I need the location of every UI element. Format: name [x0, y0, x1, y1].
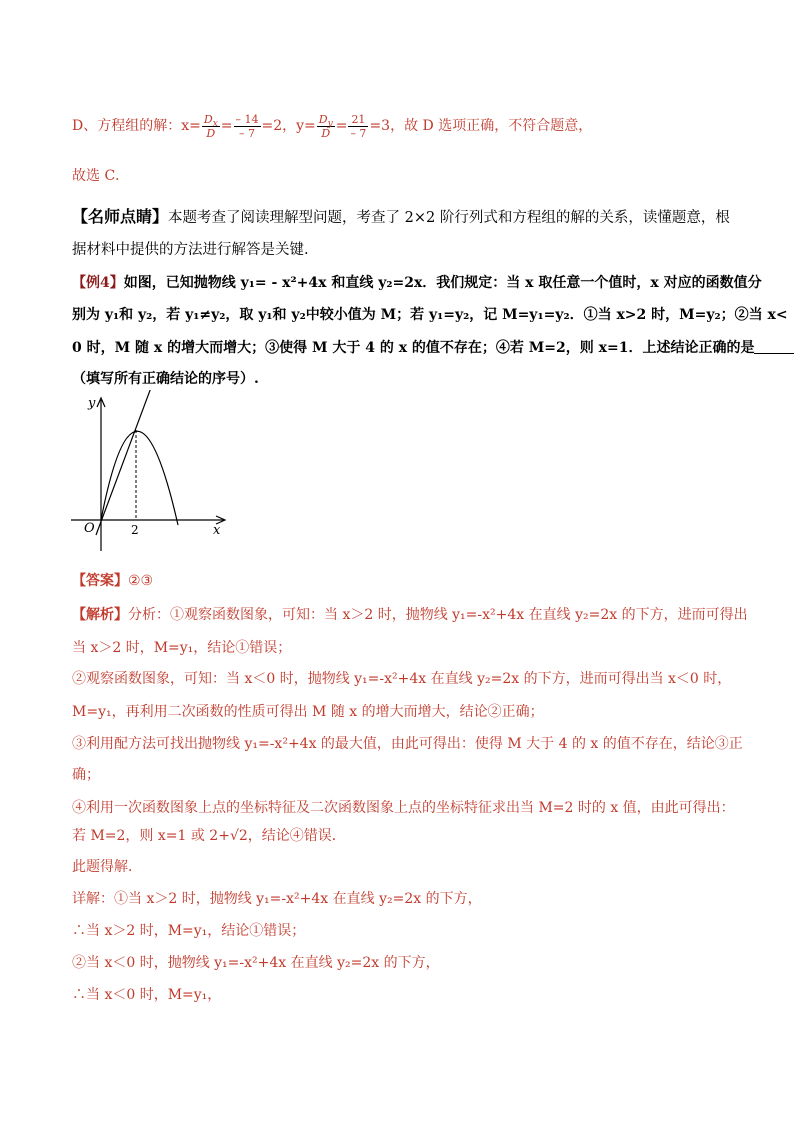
example4-line-2: 别为 y₁和 y₂，若 y₁≠y₂，取 y₁和 y₂中较小值为 M；若 y₁=y₂，记 M=y₁=y₂．①当 x>2 时，M=y₂；②当 x< [72, 307, 788, 323]
comment-line-2: 据材料中提供的方法进行解答是关键. [72, 242, 309, 258]
analysis-line-9: 此题得解． [72, 859, 142, 875]
frac-dy-num: D [318, 112, 328, 126]
analysis-line-3: ②观察函数图象，可知：当 x＜0 时，抛物线 y₁=-x²+4x 在直线 y₂=2x 的下方，进而可得出当 x＜0 时， [72, 671, 732, 687]
frac-dx-num: D [203, 112, 213, 126]
fraction-minus14-over-minus7 [234, 113, 261, 140]
origin-label: O [84, 521, 95, 536]
function-graph [66, 390, 236, 555]
option-d-x-result: =2，y= [261, 118, 316, 134]
analysis-line-7: ④利用一次函数图象上点的坐标特征及二次函数图象上点的坐标特征求出当 M=2 时的 x 值，由此可得出： [72, 800, 735, 816]
example4-text-1: 如图，已知抛物线 y₁= - x²+4x 和直线 y₂=2x．我们规定：当 x 取任意一个值时，x 对应的函数值分 [123, 275, 762, 291]
analysis-line-6: 确； [72, 767, 100, 783]
analysis-line-5: ③利用配方法可找出抛物线 y₁=-x²+4x 的最大值，由此可得出：使得 M 大于 4 的 x 的值不存在，结论③正 [72, 736, 743, 752]
analysis-line-1 [72, 604, 748, 624]
answer-value: ②③ [128, 573, 154, 589]
frac-num: 21 [348, 113, 368, 127]
frac-dx-sub: x [212, 118, 218, 129]
choose-line: 故选 C． [72, 168, 130, 184]
answer-blank [754, 339, 794, 354]
comment-text-1: 本题考查了阅读理解型问题，考查了 2×2 阶行列式和方程组的解的关系，读懂题意，根 [168, 210, 730, 226]
frac-num: – 14 [235, 112, 259, 126]
comment-tag: 【名师点睛】 [72, 207, 169, 226]
analysis-line-11: ∴当 x＞2 时，M=y₁，结论①错误； [72, 923, 306, 939]
example4-tag: 【例4】 [72, 275, 124, 291]
frac-dx-den: D [206, 126, 216, 140]
frac-den: – 7 [239, 126, 255, 140]
frac-dy-sub: y [327, 118, 333, 129]
tick-label-2: 2 [131, 523, 139, 537]
frac-den: – 7 [350, 126, 367, 140]
analysis-line-13: ∴当 x＜0 时，M=y₁， [72, 987, 222, 1003]
equals-sign: = [220, 118, 233, 134]
analysis-line-2: 当 x＞2 时，M=y₁，结论①错误； [72, 640, 292, 656]
parabola-curve [101, 431, 178, 525]
option-d-prefix: D、方程组的解：x= [72, 118, 201, 134]
option-d-y-result: =3，故 D 选项正确，不符合题意， [369, 118, 593, 134]
analysis-line-12: ②当 x＜0 时，抛物线 y₁=-x²+4x 在直线 y₂=2x 的下方， [72, 955, 440, 971]
line-y2 [96, 390, 152, 535]
example4-line-4: （填写所有正确结论的序号）. [72, 371, 259, 387]
x-axis-label: x [213, 523, 221, 538]
fraction-dx-over-d [202, 113, 220, 140]
frac-dy-den: D [321, 126, 331, 140]
analysis-tag: 【解析】 [72, 607, 128, 623]
fraction-21-over-minus7 [348, 113, 368, 140]
option-d-line [72, 104, 592, 148]
analysis-text-1: 分析：①观察函数图象，可知：当 x＞2 时，抛物线 y₁=-x²+4x 在直线 y₂=2x 的下方，进而可得出 [128, 607, 748, 623]
fraction-dy-over-d [317, 113, 335, 140]
analysis-line-8: 若 M=2，则 x=1 或 2+√2，结论④错误． [72, 828, 346, 844]
equals-sign: = [335, 118, 348, 134]
example4-text-3: 0 时，M 随 x 的增大而增大；③使得 M 大于 4 的 x 的值不存在；④若 M=2，则 x=1．上述结论正确的是 [72, 340, 755, 356]
example4-line-3 [72, 337, 794, 357]
comment-line-1 [72, 204, 730, 227]
answer-line [72, 570, 153, 590]
y-axis-label: y [88, 396, 96, 411]
analysis-line-4: M=y₁，再利用二次函数的性质可得出 M 随 x 的增大而增大，结论②正确； [72, 704, 544, 720]
answer-tag: 【答案】 [72, 573, 128, 589]
analysis-line-10: 详解：①当 x＞2 时，抛物线 y₁=-x²+4x 在直线 y₂=2x 的下方， [72, 891, 482, 907]
example4-line-1 [72, 272, 762, 292]
